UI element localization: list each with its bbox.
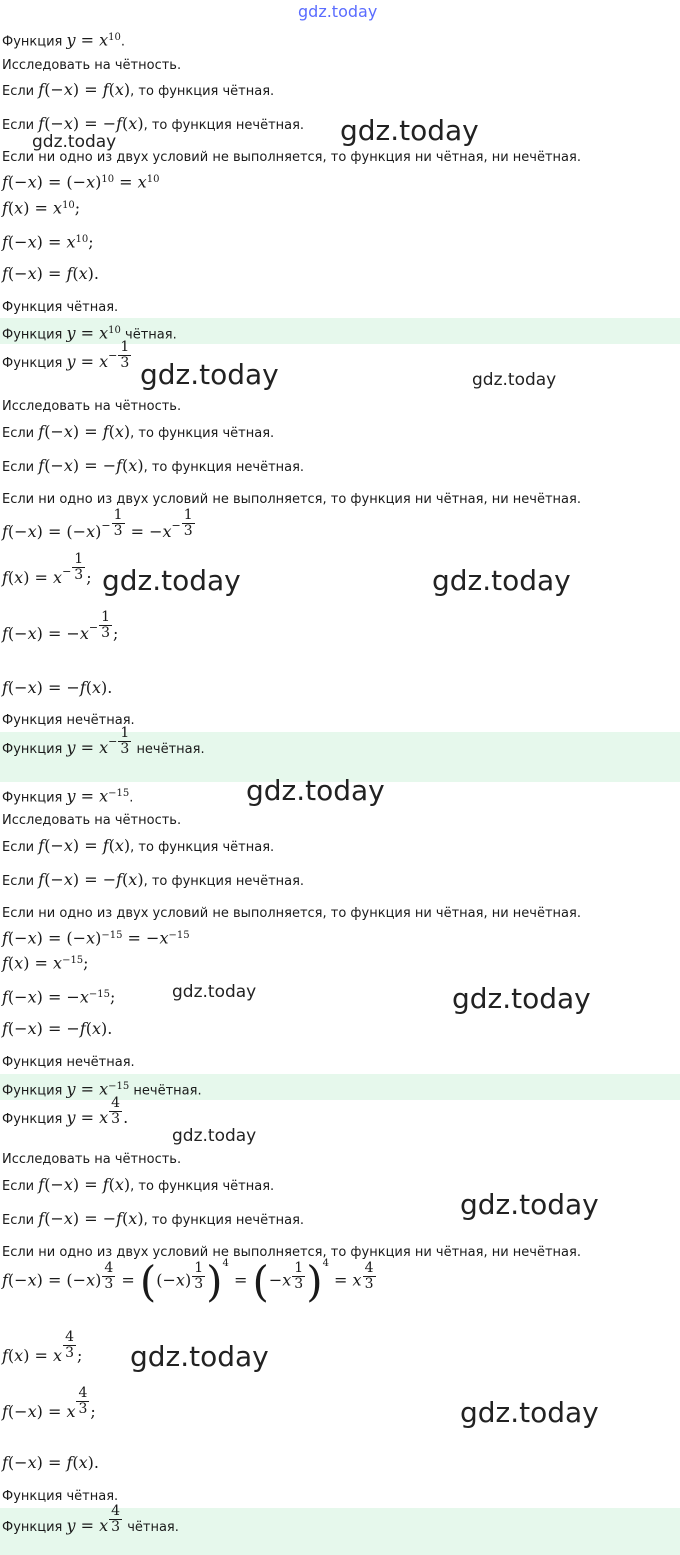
condition-odd: Если f(−x) = −f(x), то функция нечётная. — [2, 114, 305, 133]
task-2-title: Функция y = x− $\frac{1}{3}$ — [2, 339, 130, 371]
answer: Функция y = x $\frac{4}{3}$ чётная. — [2, 1503, 179, 1535]
task-3-title: Функция $y = x^{-15}$. — [2, 786, 134, 806]
watermark: gdz.today — [432, 564, 571, 597]
task-1-title: Функция $y = x^{10}$. — [2, 30, 126, 50]
condition-neither: Если ни одно из двух условий не выполняется, то функция ни чётная, ни нечётная. — [2, 150, 581, 165]
conclusion: Функция чётная. — [2, 1489, 119, 1504]
conclusion: Функция нечётная. — [2, 1055, 135, 1070]
investigate-text: Исследовать на чётность. — [2, 1152, 182, 1167]
formula-step: f(−x) = (−x) $\frac{4}{3}$ = ((−x) $\frac{1}{3}$ )$^4$ = (−x $\frac{1}{3}$ )$^4$ = x $\frac{4}{3}$ — [2, 1257, 374, 1306]
watermark: gdz.today — [460, 1396, 599, 1429]
formula-step: f(−x) = (−x)− $\frac{1}{3}$ = −x− $\frac{1}{3}$ — [2, 507, 193, 541]
formula-compare: f(−x) = f(x). — [2, 1453, 99, 1472]
watermark: gdz.today — [460, 1188, 599, 1221]
conclusion: Функция чётная. — [2, 300, 119, 315]
formula-step: $f(-x) = (-x)^{-15} = -x^{-15}$ — [2, 928, 190, 948]
investigate-text: Исследовать на чётность. — [2, 399, 182, 414]
watermark: gdz.today — [32, 132, 117, 152]
formula-fx: $f(x) = x^{-15}$; — [2, 953, 89, 973]
watermark: gdz.today — [472, 370, 557, 390]
watermark: gdz.today — [452, 982, 591, 1015]
watermark: gdz.today — [298, 2, 378, 21]
investigate-text: Исследовать на чётность. — [2, 813, 182, 828]
watermark: gdz.today — [130, 1340, 269, 1373]
condition-neither: Если ни одно из двух условий не выполняется, то функция ни чётная, ни нечётная. — [2, 906, 581, 921]
watermark: gdz.today — [172, 982, 257, 1002]
condition-neither: Если ни одно из двух условий не выполняется, то функция ни чётная, ни нечётная. — [2, 492, 581, 507]
watermark: gdz.today — [102, 564, 241, 597]
answer: Функция $y = x^{10}$ чётная. — [2, 323, 177, 343]
condition-odd: Если f(−x) = −f(x), то функция нечётная. — [2, 456, 305, 475]
formula-f-minus-x: $f(-x) = -x^{-15}$; — [2, 987, 116, 1007]
watermark: gdz.today — [172, 1126, 257, 1146]
watermark: gdz.today — [340, 114, 479, 147]
formula-compare: f(−x) = −f(x). — [2, 1019, 113, 1038]
formula-compare: f(−x) = −f(x). — [2, 678, 113, 697]
task-4-title: Функция y = x $\frac{4}{3}$ . — [2, 1095, 129, 1127]
condition-even: Если f(−x) = f(x), то функция чётная. — [2, 1175, 275, 1194]
formula-compare: f(−x) = f(x). — [2, 264, 99, 283]
conclusion: Функция нечётная. — [2, 713, 135, 728]
watermark: gdz.today — [246, 774, 385, 807]
formula-fx: f(x) = x $\frac{4}{3}$ ; — [2, 1329, 83, 1365]
formula-fx: $f(x) = x^{10}$; — [2, 198, 81, 218]
condition-odd: Если f(−x) = −f(x), то функция нечётная. — [2, 870, 305, 889]
condition-neither: Если ни одно из двух условий не выполняется, то функция ни чётная, ни нечётная. — [2, 1245, 581, 1260]
answer: Функция $y = x^{-15}$ нечётная. — [2, 1079, 202, 1099]
condition-even: Если f(−x) = f(x), то функция чётная. — [2, 422, 275, 441]
formula-fx: f(x) = x− $\frac{1}{3}$ ; — [2, 551, 92, 587]
watermark: gdz.today — [140, 358, 279, 391]
condition-even: Если f(−x) = f(x), то функция чётная. — [2, 80, 275, 99]
condition-even: Если f(−x) = f(x), то функция чётная. — [2, 836, 275, 855]
condition-odd: Если f(−x) = −f(x), то функция нечётная. — [2, 1209, 305, 1228]
formula-f-minus-x: f(−x) = x $\frac{4}{3}$ ; — [2, 1385, 96, 1421]
formula-step: $f(-x) = (-x)^{10} = x^{10}$ — [2, 172, 160, 192]
investigate-text: Исследовать на чётность. — [2, 58, 182, 73]
formula-f-minus-x: $f(-x) = x^{10}$; — [2, 232, 94, 252]
formula-f-minus-x: f(−x) = −x− $\frac{1}{3}$ ; — [2, 609, 119, 643]
answer: Функция y = x− $\frac{1}{3}$ нечётная. — [2, 725, 205, 757]
